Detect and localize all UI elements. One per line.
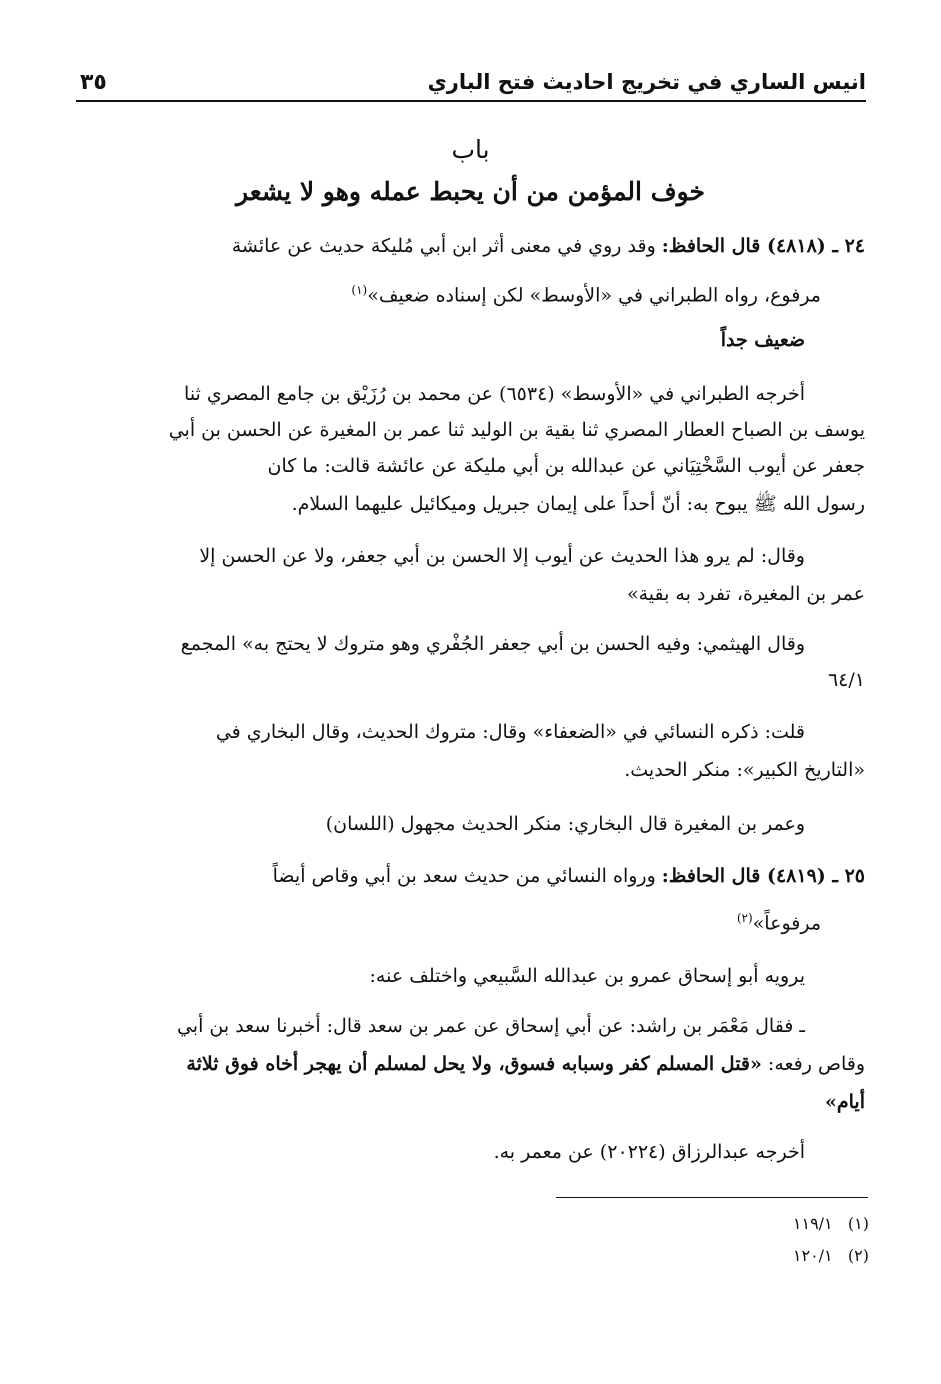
paragraph-7-line-3: أيام» [825,1091,865,1113]
hadith-25-number: ٢٥ ـ (٤٨١٩) قال الحافظ: [661,865,865,887]
paragraph-7-text: وقاص رفعه: [761,1053,865,1075]
page-header [76,70,866,100]
footnote-1-number: (١) [847,1214,869,1233]
hadith-25-line-1 [273,862,865,890]
running-title: انيس الساري في تخريج احاديث فتح الباري [427,70,866,94]
footnote-2-number: (٢) [847,1246,869,1265]
header-rule [76,100,866,102]
paragraph-3-line-1: وقال الهيثمي: وفيه الحسن بن أبي جعفر الجُفْري وهو متروك لا يحتج به» المجمع [180,633,805,655]
paragraph-7-line-1: ـ فقال مَعْمَر بن راشد: عن أبي إسحاق عن عمر بن سعد قال: أخبرنا سعد بن أبي [176,1015,805,1037]
page-number: ٣٥ [80,70,107,95]
hadith-25-text: ورواه النسائي من حديث سعد بن أبي وقاص أيضاً [272,865,662,887]
paragraph-1-line-4: رسول الله ﷺ يبوح به: أنّ أحداً على إيمان جبريل وميكائيل عليهما السلام. [291,493,865,515]
footnote-1-text: ١١٩/١ [792,1214,833,1233]
footnote-rule [556,1197,868,1198]
footnote-2 [793,1246,869,1265]
hadith-24-line-1 [232,232,865,260]
paragraph-5-line-1: وعمر بن المغيرة قال البخاري: منكر الحديث مجهول (اللسان) [325,813,805,835]
footnote-1 [793,1214,869,1233]
hadith-quote: «قتل المسلم كفر وسبابه فسوق، ولا يحل لمسلم أن يهجر أخاه فوق ثلاثة [186,1053,762,1075]
chapter-word: باب [451,135,490,164]
paragraph-8-line-1: أخرجه عبدالرزاق (٢٠٢٢٤) عن معمر به. [493,1141,805,1163]
paragraph-7-line-2 [186,1050,865,1078]
paragraph-6-line-1: يرويه أبو إسحاق عمرو بن عبدالله السَّبيعي واختلف عنه: [369,965,805,987]
hadith-25-line-2 [737,904,821,937]
hadith-24-number: ٢٤ ـ (٤٨١٨) قال الحافظ: [661,235,865,257]
paragraph-1-line-1: أخرجه الطبراني في «الأوسط» (٦٥٣٤) عن محمد بن رُزَيْق بن جامع المصري ثنا [184,383,805,405]
paragraph-2-line-2: عمر بن المغيرة، تفرد به بقية» [626,583,865,605]
footnote-ref-1: (١) [351,283,368,297]
paragraph-4-line-2: «التاريخ الكبير»: منكر الحديث. [624,759,865,781]
paragraph-2-line-1: وقال: لم يرو هذا الحديث عن أيوب إلا الحسن بن أبي جعفر، ولا عن الحسن إلا [199,545,805,567]
hadith-24-text: وقد روي في معنى أثر ابن أبي مُليكة حديث عن عائشة [231,235,662,257]
hadith-25-text-2: مرفوعاً» [752,912,821,935]
hadith-grade: ضعيف جداً [720,329,805,351]
paragraph-3-line-2: ٦٤/١ [827,669,865,691]
paragraph-4-line-1: قلت: ذكره النسائي في «الضعفاء» وقال: متروك الحديث، وقال البخاري في [215,721,805,743]
footnote-2-text: ١٢٠/١ [792,1246,833,1265]
hadith-24-text-2: مرفوع، رواه الطبراني في «الأوسط» لكن إسناده ضعيف» [367,284,821,307]
footnote-ref-2: (٢) [736,911,753,925]
paragraph-1-line-3: جعفر عن أيوب السَّخْتِيَاني عن عبدالله بن أبي مليكة عن عائشة قالت: ما كان [267,455,865,477]
hadith-24-line-2 [351,276,821,309]
chapter-title: خوف المؤمن من أن يحبط عمله وهو لا يشعر [236,177,705,206]
paragraph-1-line-2: يوسف بن الصباح العطار المصري ثنا بقية بن الوليد ثنا عمر بن المغيرة عن الحسن بن أبي [168,419,865,441]
